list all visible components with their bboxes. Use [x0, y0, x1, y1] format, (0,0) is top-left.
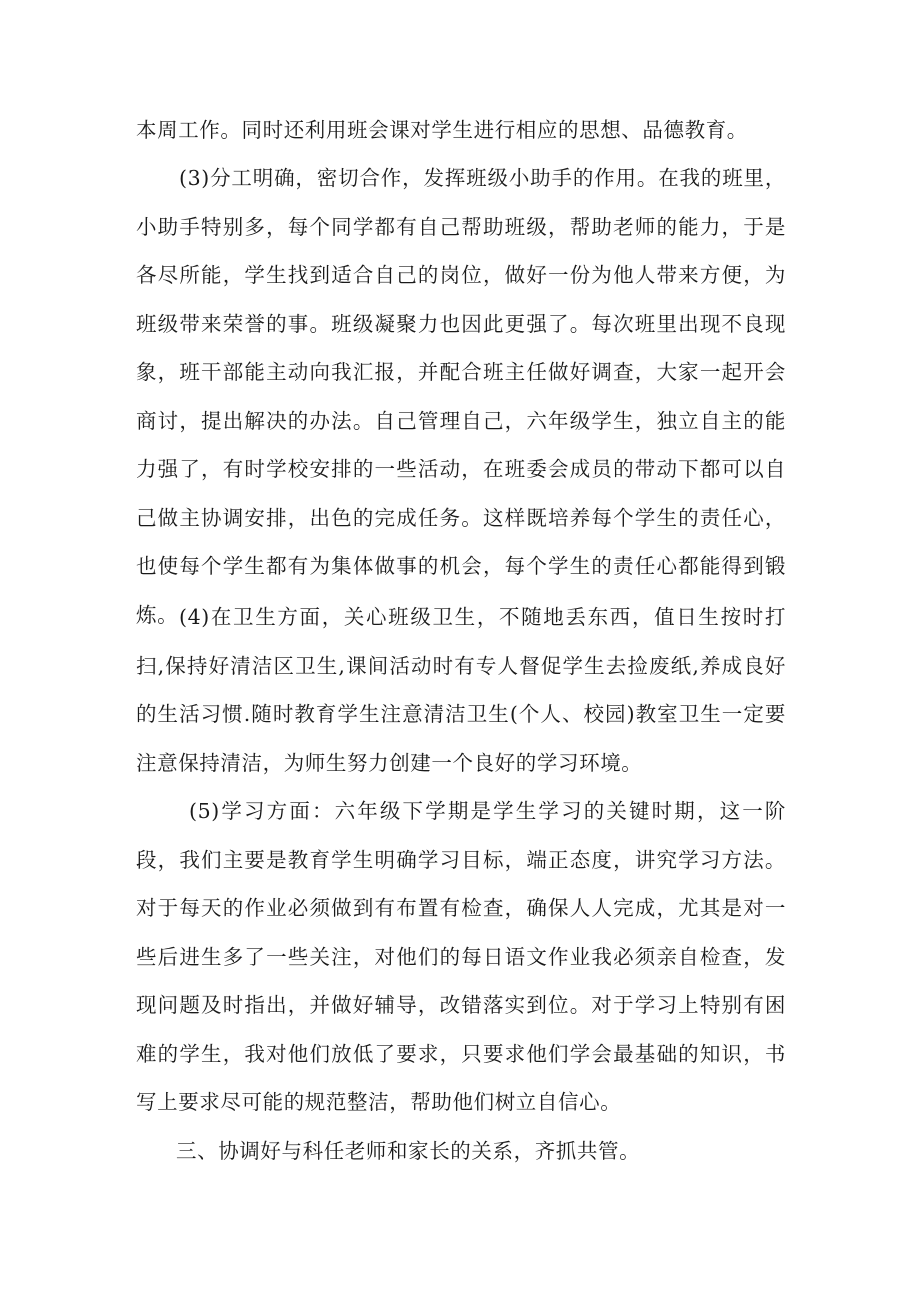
- paragraph-item-3-division-of-work: (3)分工明确，密切合作，发挥班级小助手的作用。在我的班里，小助手特别多，每个同学都有自己帮助班级，帮助老师的能力，于是各尽所能，学生找到适合自己的岗位，做好一份为他人带来方便，为班级带来荣誉的事。班级凝聚力也因此更强了。每次班里出现不良现象，班干部能主动向我汇报，并配合班主任做好调查，大家一起开会商讨，提出解决的办法。自己管理自己，六年级学生，独立自主的能力强了，有时学校安排的一些活动，在班委会成员的带动下都可以自己做主协调安排，出色的完成任务。这样既培养每个学生的责任心，也使每个学生都有为集体做事的机会，每个学生的责任心都能得到锻炼。: [136, 166, 786, 627]
- paragraph-item-4-hygiene: (4)在卫生方面，关心班级卫生，不随地丢东西，值日生按时打扫,保持好清洁区卫生,课间活动时有专人督促学生去捡废纸,养成良好的生活习惯.随时教育学生注意清洁卫生(个人、校园)教室卫生一定要注意保持清洁，为师生努力创建一个良好的学习环境。: [136, 605, 786, 775]
- paragraph-continuation: 本周工作。同时还利用班会课对学生进行相应的思想、品德教育。: [136, 118, 748, 142]
- section-heading-3-coordination: 三、协调好与科任老师和家长的关系，齐抓共管。: [176, 1139, 641, 1163]
- paragraph-item-5-study: (5)学习方面：六年级下学期是学生学习的关键时期，这一阶段，我们主要是教育学生明确学习目标，端正态度，讲究学习方法。对于每天的作业必须做到有布置有检查，确保人人完成，尤其是对一些后进生多了一些关注，对他们的每日语文作业我必须亲自检查，发现问题及时指出，并做好辅导，改错落实到位。对于学习上特别有困难的学生，我对他们放低了要求，只要求他们学会最基础的知识，书写上要求尽可能的规范整洁，帮助他们树立自信心。: [136, 799, 786, 1114]
